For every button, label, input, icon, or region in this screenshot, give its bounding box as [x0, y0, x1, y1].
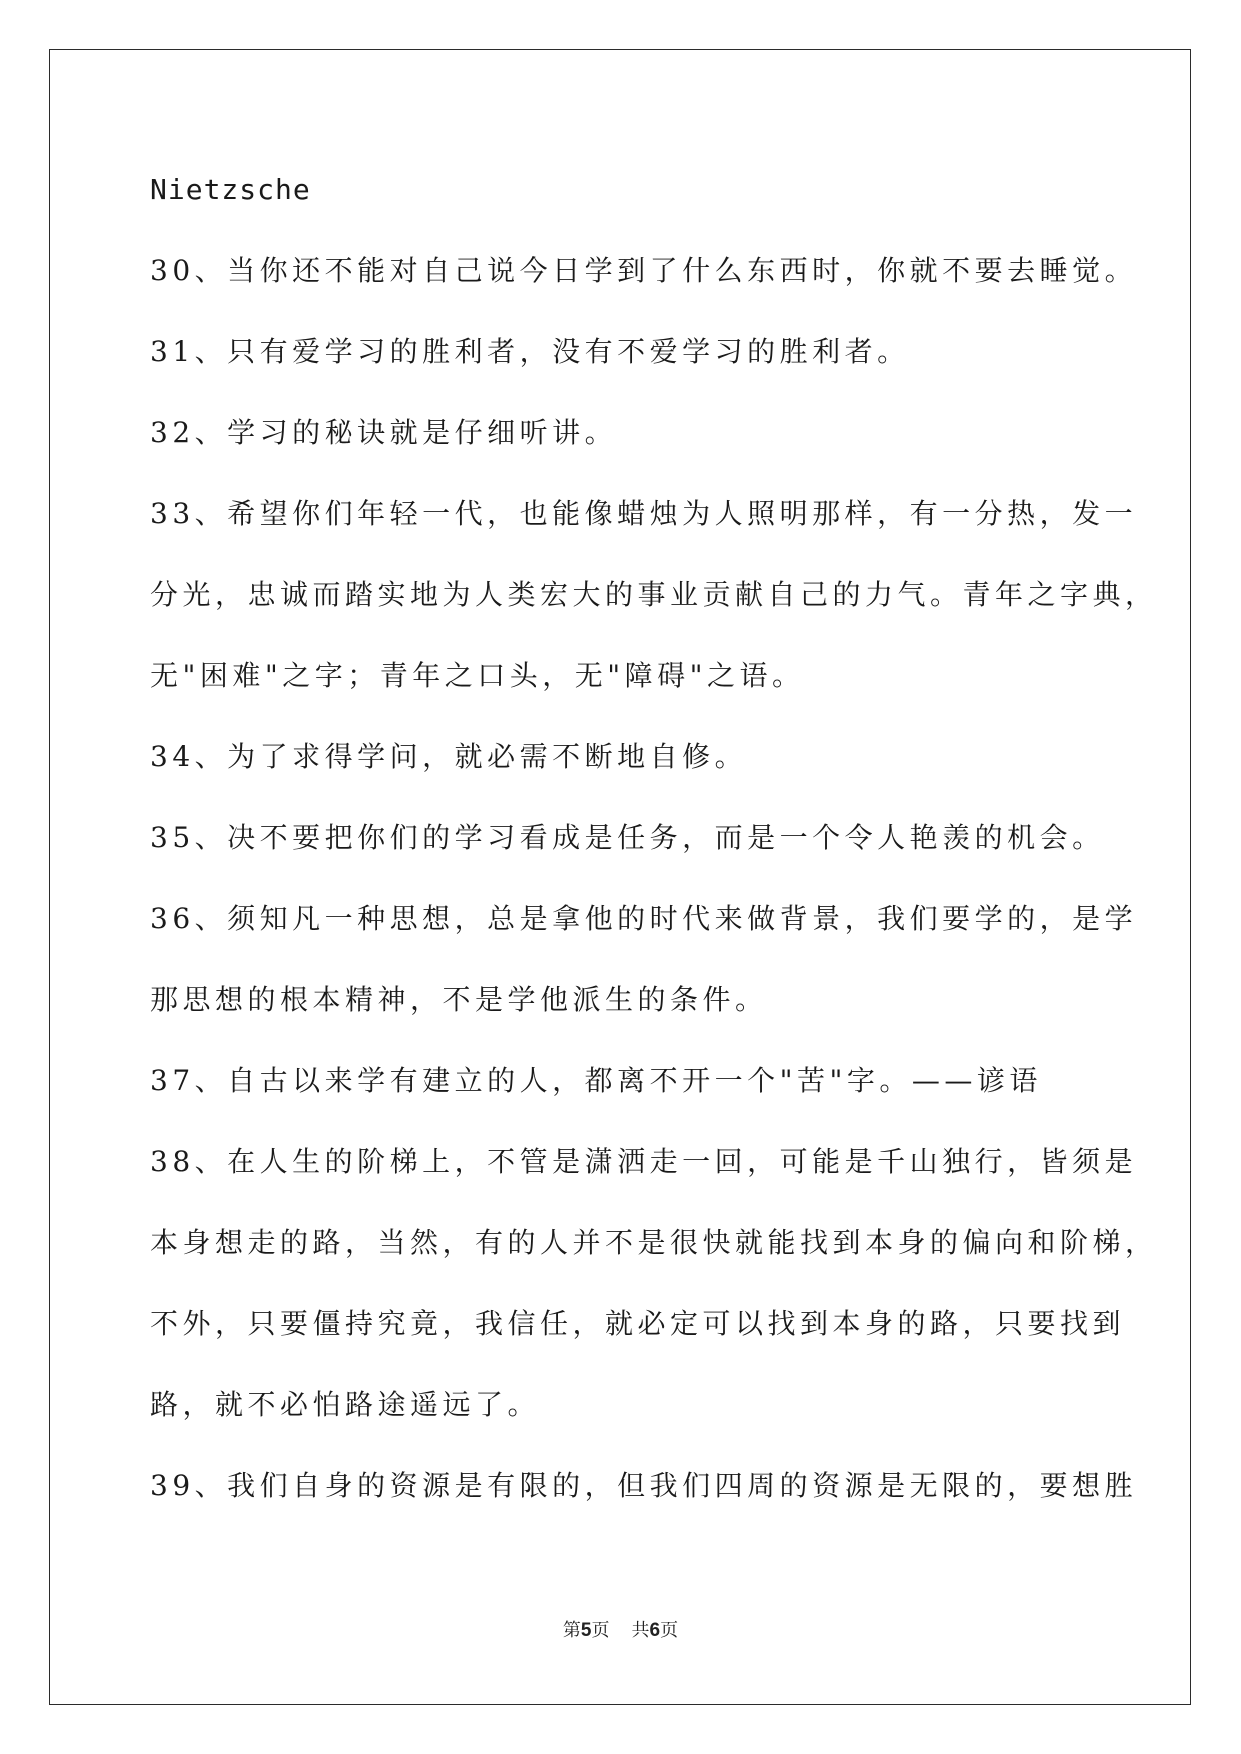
quote-line: 37、自古以来学有建立的人，都离不开一个"苦"字。——谚语 — [150, 1064, 1042, 1097]
quote-line: 那思想的根本精神，不是学他派生的条件。 — [150, 983, 768, 1016]
quote-line: 路，就不必怕路途遥远了。 — [150, 1388, 541, 1421]
total-pages: 6 — [649, 1620, 661, 1641]
quote-line: 38、在人生的阶梯上，不管是潇洒走一回，可能是千山独行，皆须是 — [150, 1145, 1138, 1178]
quote-line: 本身想走的路，当然，有的人并不是很快就能找到本身的偏向和阶梯， — [150, 1226, 1158, 1259]
document-body — [150, 165, 1158, 1542]
page-footer — [0, 1620, 1241, 1642]
page-suffix: 页 — [591, 1620, 610, 1641]
quote-line: 分光，忠诚而踏实地为人类宏大的事业贡献自己的力气。青年之字典， — [150, 578, 1158, 611]
quote-line: 32、学习的秘诀就是仔细听讲。 — [150, 416, 618, 449]
quote-line: 30、当你还不能对自己说今日学到了什么东西时，你就不要去睡觉。 — [150, 254, 1138, 287]
quote-line: 39、我们自身的资源是有限的，但我们四周的资源是无限的，要想胜 — [150, 1469, 1138, 1502]
attribution-line: Nietzsche — [150, 173, 311, 206]
quote-line: 33、希望你们年轻一代，也能像蜡烛为人照明那样，有一分热，发一 — [150, 497, 1138, 530]
total-suffix: 页 — [660, 1620, 679, 1641]
quote-line: 36、须知凡一种思想，总是拿他的时代来做背景，我们要学的，是学 — [150, 902, 1138, 935]
page-prefix: 第 — [562, 1620, 581, 1641]
quote-line: 34、为了求得学问，就必需不断地自修。 — [150, 740, 748, 773]
quote-line: 不外，只要僵持究竟，我信任，就必定可以找到本身的路，只要找到 — [150, 1307, 1126, 1340]
quote-line: 35、决不要把你们的学习看成是任务，而是一个令人艳羡的机会。 — [150, 821, 1105, 854]
quote-line: 无"困难"之字；青年之口头，无"障碍"之语。 — [150, 659, 805, 692]
quote-line: 31、只有爱学习的胜利者，没有不爱学习的胜利者。 — [150, 335, 910, 368]
page-number: 5 — [580, 1620, 592, 1641]
total-prefix: 共 — [631, 1620, 650, 1641]
